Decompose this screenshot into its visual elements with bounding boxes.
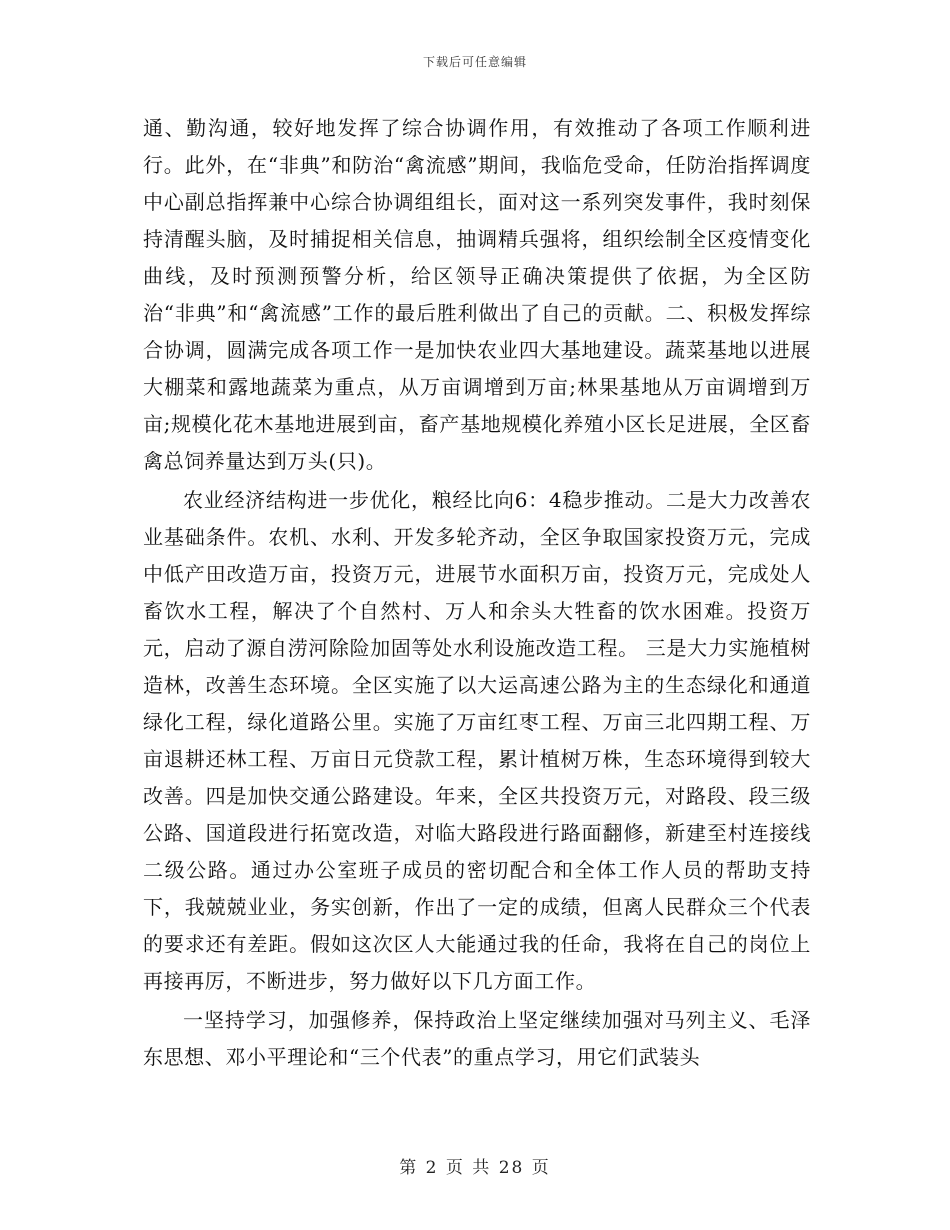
document-body bbox=[143, 110, 811, 1076]
page-number-footer: 第 2 页 共 28 页 bbox=[399, 1158, 551, 1178]
paragraph-3: 一坚持学习，加强修养，保持政治上坚定继续加强对马列主义、毛泽东思想、邓小平理论和“三个代表”的重点学习，用它们武装头 bbox=[143, 1008, 811, 1069]
paragraph-2: 农业经济结构进一步优化，粮经比向6：4稳步推动。二是大力改善农业基础条件。农机、水利、开发多轮齐动，全区争取国家投资万元，完成中低产田改造万亩，投资万元，进展节水面积万亩，投资万元，完成处人畜饮水工程，解决了个自然村、万人和余头大牲畜的饮水困难。投资万元，启动了源自涝河除险加固等处水利设施改造工程。 三是大力实施植树造林，改善生态环境。全区实施了以大运高速公路为主的生态绿化和通道绿化工程，绿化道路公里。实施了万亩红枣工程、万亩三北四期工程、万亩退耕还林工程、万亩日元贷款工程，累计植树万株，生态环境得到较大改善。四是加快交通公路建设。年来，全区共投资万元，对路段、段三级公路、国道段进行拓宽改造，对临大路段进行路面翻修，新建至村连接线二级公路。通过办公室班子成员的密切配合和全体工作人员的帮助支持下，我兢兢业业，务实创新，作出了一定的成绩，但离人民群众三个代表的要求还有差距。假如这次区人大能通过我的任命，我将在自己的岗位上再接再厉，不断进步，努力做好以下几方面工作。 bbox=[143, 488, 811, 993]
page-header: 下载后可任意编辑 bbox=[422, 55, 527, 69]
paragraph-1: 通、勤沟通，较好地发挥了综合协调作用，有效推动了各项工作顺利进行。此外，在“非典”和防治“禽流感”期间，我临危受命，任防治指挥调度中心副总指挥兼中心综合协调组组长，面对这一系列突发事件，我时刻保持清醒头脑，及时捕捉相关信息，抽调精兵强将，组织绘制全区疫情变化曲线，及时预测预警分析，给区领导正确决策提供了依据，为全区防治“非典”和“禽流感”工作的最后胜利做出了自己的贡献。二、积极发挥综合协调，圆满完成各项工作一是加快农业四大基地建设。蔬菜基地以进展大棚菜和露地蔬菜为重点，从万亩调增到万亩;林果基地从万亩调增到万亩;规模化花木基地进展到亩，畜产基地规模化养殖小区长足进展，全区畜禽总饲养量达到万头(只)。 bbox=[143, 116, 811, 473]
